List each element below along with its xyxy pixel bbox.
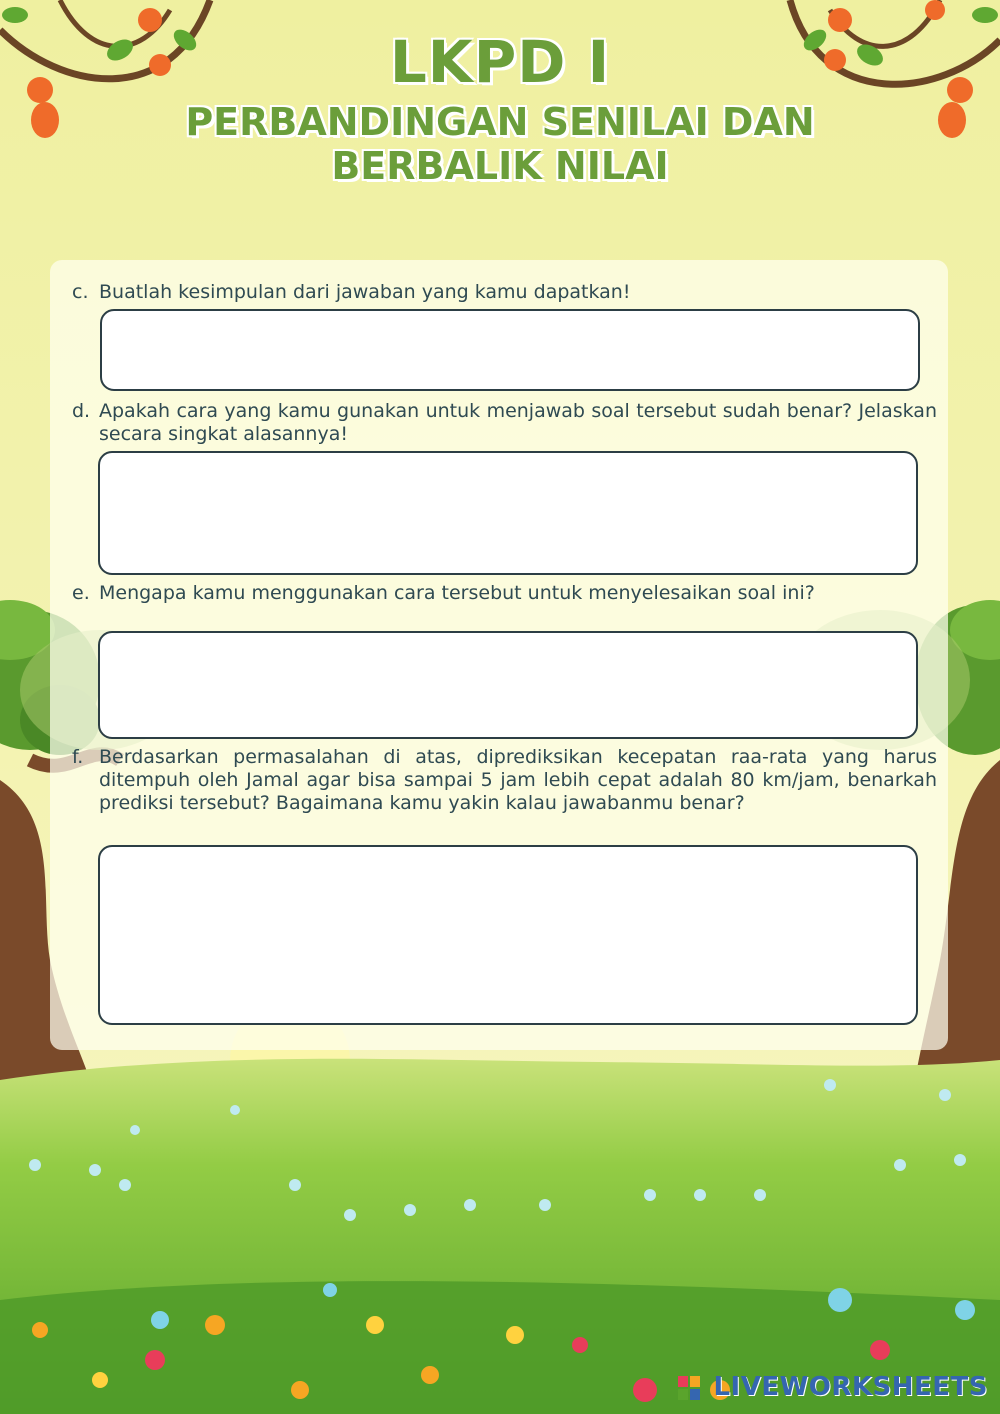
subtitle-line-1: PERBANDINGAN SENILAI DAN	[185, 100, 815, 144]
question-label: d.	[72, 400, 91, 422]
liveworksheets-brand[interactable]: LIVEWORKSHEETS	[713, 1372, 988, 1402]
question-label: e.	[72, 582, 90, 604]
question-label: c.	[72, 281, 89, 303]
answer-box-d[interactable]	[98, 451, 918, 575]
question-e	[72, 582, 937, 605]
answer-box-e[interactable]	[98, 631, 918, 739]
question-d	[72, 400, 937, 446]
question-text: Apakah cara yang kamu gunakan untuk menjawab soal tersebut sudah benar? Jelaskan secara singkat alasannya!	[99, 400, 937, 445]
question-label: f.	[72, 746, 84, 768]
answer-box-c[interactable]	[100, 309, 920, 391]
question-text: Buatlah kesimpulan dari jawaban yang kamu dapatkan!	[99, 281, 631, 303]
question-f	[72, 746, 937, 815]
question-c	[72, 281, 937, 304]
question-text: Berdasarkan permasalahan di atas, diprediksikan kecepatan raa-rata yang harus ditempuh oleh Jamal agar bisa sampai 5 jam lebih cepat adalah 80 km/jam, benarkah prediksi tersebut? Bagaimana kamu yakin kalau jawabanmu benar?	[99, 746, 937, 814]
worksheet-subtitle	[0, 100, 1000, 188]
question-text: Mengapa kamu menggunakan cara tersebut untuk menyelesaikan soal ini?	[99, 582, 815, 604]
answer-box-f[interactable]	[98, 845, 918, 1025]
liveworksheets-logo-icon	[678, 1376, 700, 1400]
worksheet-title: LKPD I	[389, 28, 611, 96]
subtitle-line-2: BERBALIK NILAI	[331, 144, 669, 188]
